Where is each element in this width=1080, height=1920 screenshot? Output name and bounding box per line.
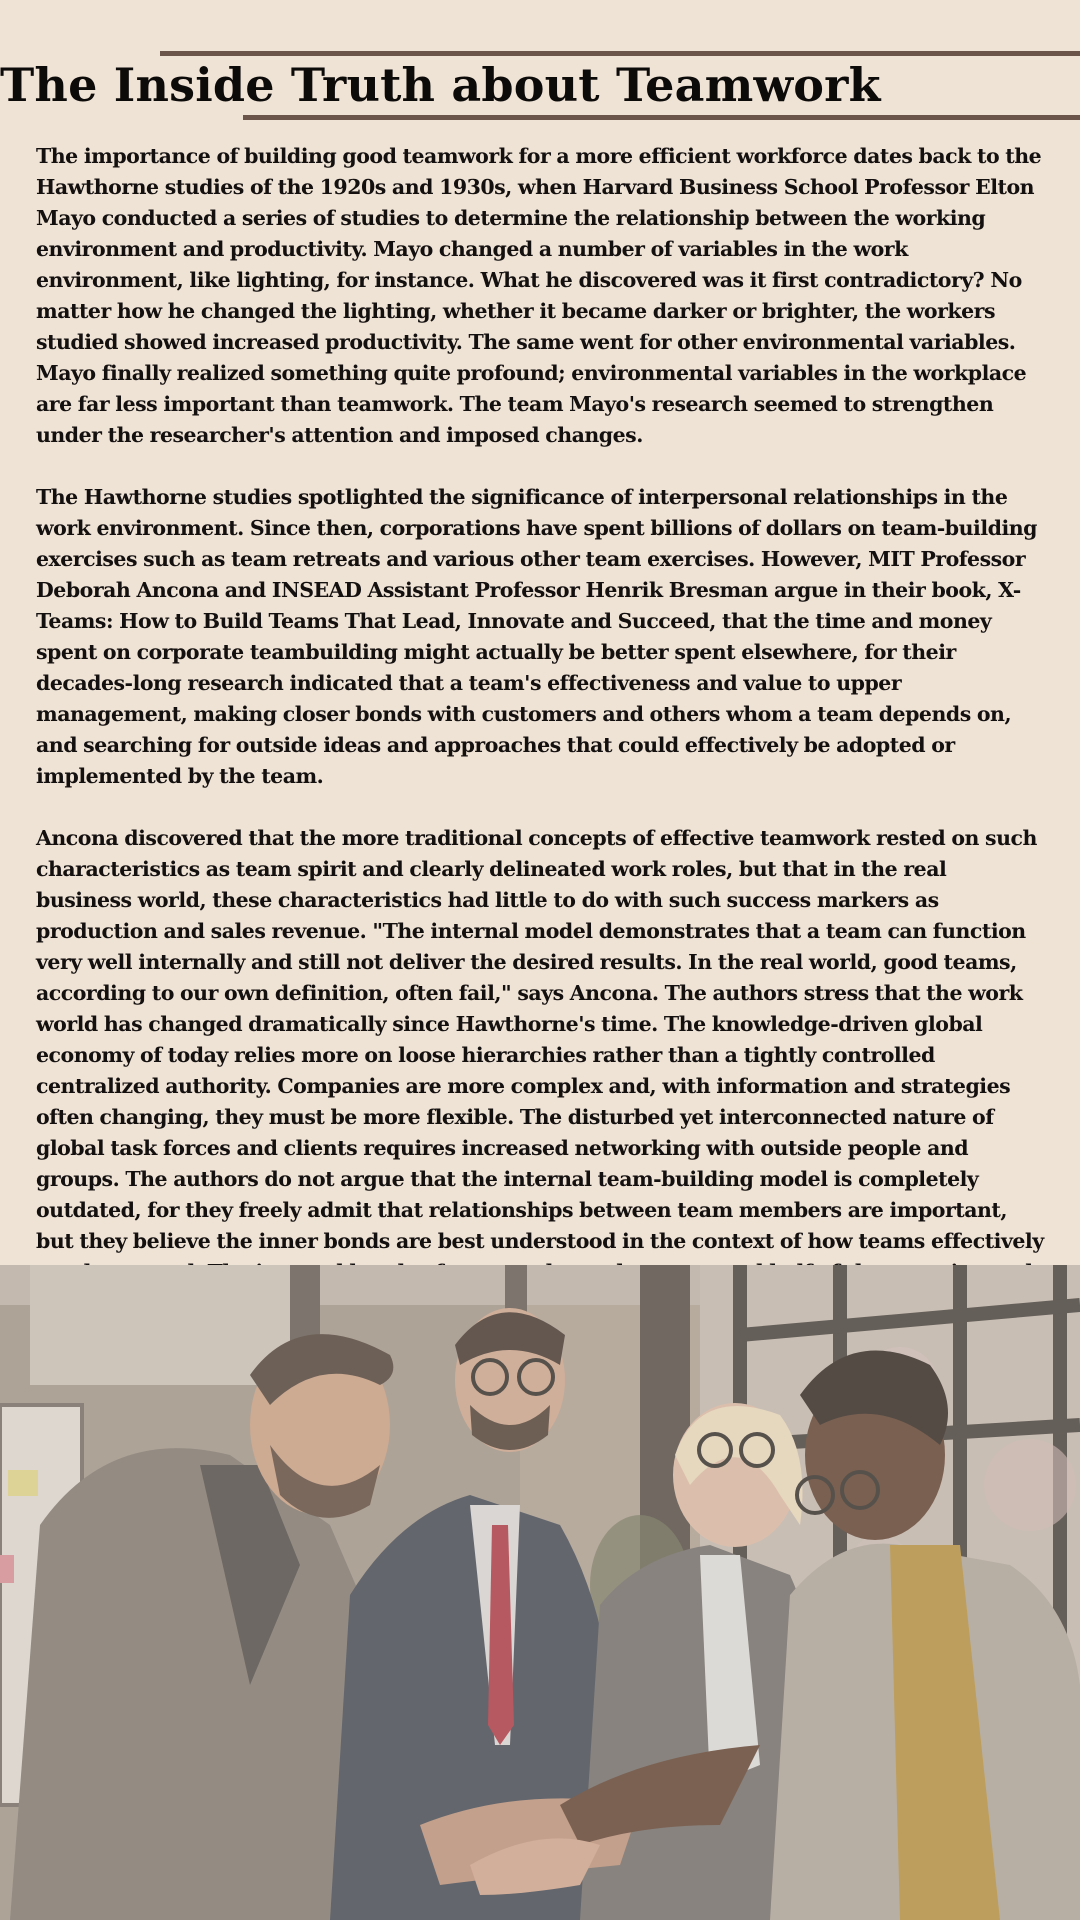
article-body: [36, 141, 1046, 1381]
paragraph-1: The importance of building good teamwork for a more efficient workforce dates back to the Hawthorne studies of the 1920s and 1930s, when Harvard Business School Professor Elton Mayo conducted a series of studies to determine the relationship between the working environment and productivity. Mayo changed a number of variables in the work environment, like lighting, for instance. What he discovered was it first contradictory? No matter how he changed the lighting, whether it became darker or brighter, the workers studied showed increased productivity. The same went for other environmental variables. Mayo finally realized something quite profound; environmental variables in the workplace are far less important than teamwork. The team Mayo's research seemed to strengthen under the researcher's attention and imposed changes.: [36, 144, 1042, 447]
team-photo-illustration: [0, 1265, 1080, 1920]
team-photo: [0, 1265, 1080, 1920]
paragraph-2: The Hawthorne studies spotlighted the significance of interpersonal relationships in the work environment. Since then, corporations have spent billions of dollars on team-building exercises such as team retreats and various other team exercises. However, MIT Professor Deborah Ancona and INSEAD Assistant Professor Henrik Bresman argue in their book, X-Teams: How to Build Teams That Lead, Innovate and Succeed, that the time and money spent on corporate teambuilding might actually be better spent elsewhere, for their decades-long research indicated that a team's effectiveness and value to upper management, making closer bonds with customers and others whom a team depends on, and searching for outside ideas and approaches that could effectively be adopted or implemented by the team.: [36, 485, 1037, 788]
paragraph-3: Ancona discovered that the more traditional concepts of effective teamwork rested on such characteristics as team spirit and clearly delineated work roles, but that in the real business world, these characteristics had little to do with such success markers as production and sales revenue. "The internal model demonstrates that a team can function very well internally and still not deliver the desired results. In the real world, good teams, according to our own definition, often fail," says Ancona. The authors stress that the work world has changed dramatically since Hawthorne's time. The knowledge-driven global economy of today relies more on loose hierarchies rather than a tightly controlled centralized authority. Companies are more complex and, with information and strategies often changing, they must be more flexible. The disturbed yet interconnected nature of global task forces and clients requires increased networking with outside people and groups. The authors do not argue that the internal team-building model is completely outdated, for they freely admit that relationships between team members are important, but they believe the inner bonds are best understood in the context of how teams effectively: [36, 826, 1044, 1253]
page-title: The Inside Truth about Teamwork: [0, 58, 881, 112]
